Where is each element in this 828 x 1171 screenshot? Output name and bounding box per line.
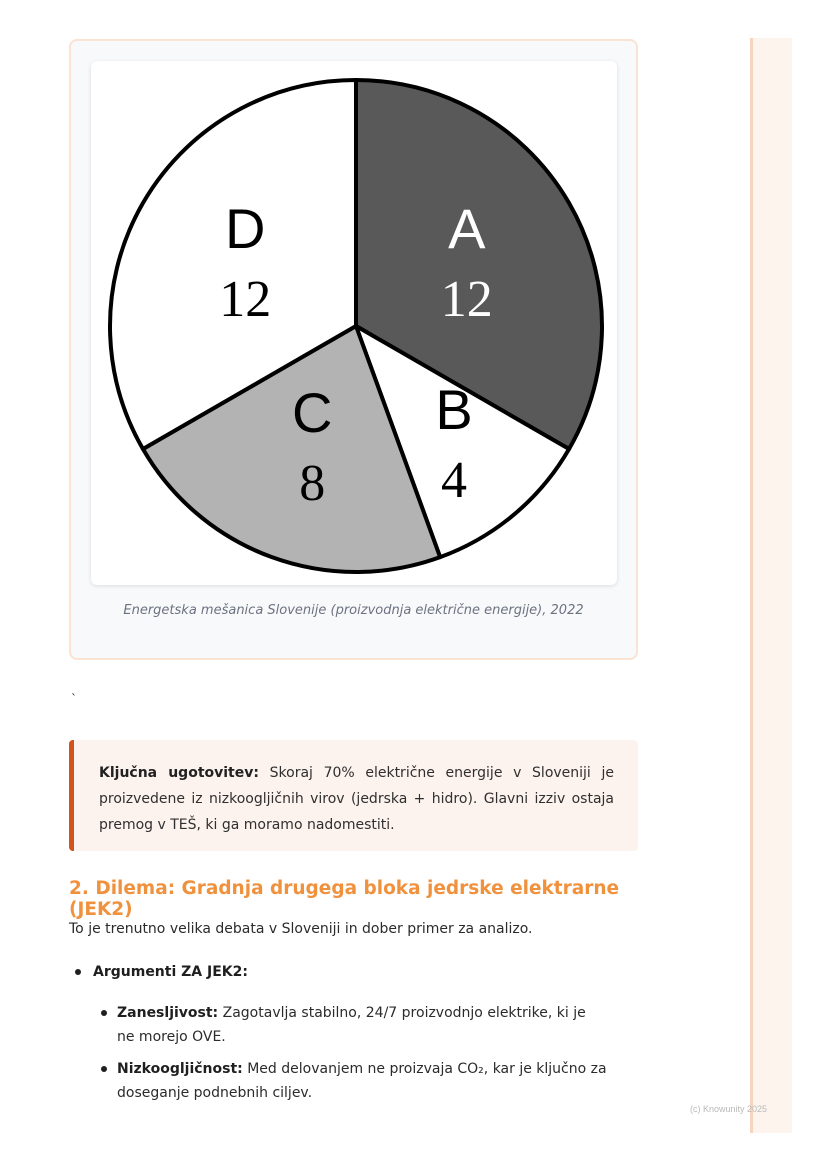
watermark: (c) Knowunity 2025 xyxy=(690,1104,768,1114)
list-item xyxy=(117,1057,607,1105)
list-title: Argumenti ZA JEK2: xyxy=(93,964,248,980)
list-item xyxy=(117,1001,607,1049)
list-item-label: Nizkoogljičnost: xyxy=(117,1061,243,1077)
bullet-dot xyxy=(101,1066,107,1072)
list-item-label: Zanesljivost: xyxy=(117,1005,219,1021)
right-margin-strip xyxy=(750,38,792,1133)
callout-label: Ključna ugotovitev: xyxy=(99,765,259,781)
pie-slice-label-a: A xyxy=(448,197,486,261)
pie-slice-label-b: B xyxy=(435,377,473,441)
pie-slice-value-b: 4 xyxy=(441,451,468,509)
stray-backtick: ` xyxy=(71,692,77,706)
figure-caption: Energetska mešanica Slovenije (proizvodnja električne energije), 2022 xyxy=(123,603,584,618)
pie-slice-label-d: D xyxy=(224,197,266,261)
list-item-text: Med delovanjem ne proizvaja CO₂, kar je ključno za doseganje podnebnih ciljev. xyxy=(117,1061,607,1101)
pie-slice-value-a: 12 xyxy=(440,271,493,329)
callout-text: Skoraj 70% električne energije v Sloveniji je proizvedene iz nizkoogljičnih virov (jedrska + hidro). Glavni izziv ostaja premog v TEŠ, ki ga moramo nadomestiti. xyxy=(99,765,614,833)
pie-slice-value-c: 8 xyxy=(299,455,326,513)
section-intro: To je trenutno velika debata v Sloveniji in dober primer za analizo. xyxy=(69,921,533,937)
section-heading: 2. Dilema: Gradnja drugega bloka jedrske elektrarne (JEK2) xyxy=(69,878,620,920)
key-finding-callout xyxy=(69,740,638,851)
list-item-text: Zagotavlja stabilno, 24/7 proizvodnjo elektrike, ki je ne morejo OVE. xyxy=(117,1005,586,1045)
bullet-dot xyxy=(101,1010,107,1016)
bullet-dot xyxy=(75,969,81,975)
pie-chart xyxy=(91,61,617,585)
pie-slice-label-c: C xyxy=(292,381,333,445)
pie-slice-value-d: 12 xyxy=(219,271,272,329)
